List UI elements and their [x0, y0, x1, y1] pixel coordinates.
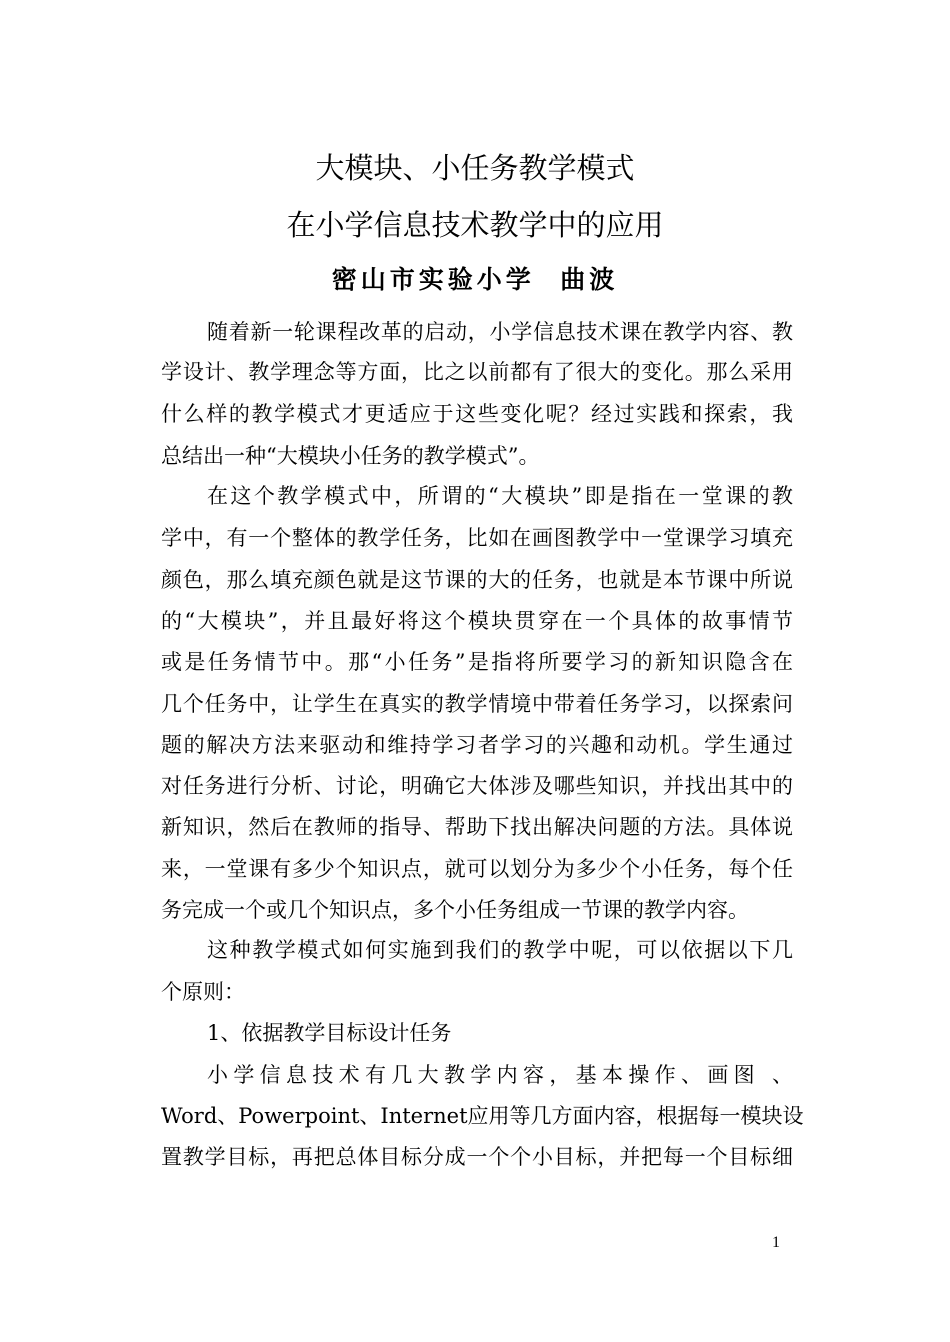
body-text-line: 来，一堂课有多少个知识点，就可以划分为多少个小任务，每个任 — [161, 857, 793, 881]
body-text-line: 几个任务中，让学生在真实的教学情境中带着任务学习，以探索问 — [161, 692, 793, 716]
body-text-line: Word、Powerpoint、Internet应用等几方面内容，根据每一模块设 — [161, 1104, 804, 1128]
body-text-line: 务完成一个或几个知识点，多个小任务组成一节课的教学内容。 — [161, 898, 749, 922]
body-text-line: 总结出一种“大模块小任务的教学模式”。 — [161, 444, 540, 468]
body-text-line: 在这个教学模式中，所谓的“大模块”即是指在一堂课的教 — [207, 484, 793, 508]
body-text-line: 新知识，然后在教师的指导、帮助下找出解决问题的方法。具体说 — [161, 815, 793, 839]
body-text-line: 题的解决方法来驱动和维持学习者学习的兴趣和动机。学生通过 — [161, 733, 793, 757]
body-text-line: 或是任务情节中。那“小任务”是指将所要学习的新知识隐含在 — [161, 650, 793, 674]
body-text-line: 的“大模块”，并且最好将这个模块贯穿在一个具体的故事情节 — [161, 609, 793, 633]
body-text-line: 学中，有一个整体的教学任务，比如在画图教学中一堂课学习填充 — [161, 526, 793, 550]
body-text-line: 置教学目标，再把总体目标分成一个个小目标，并把每一个目标细 — [161, 1145, 793, 1169]
body-text-line: 对任务进行分析、讨论，明确它大体涉及哪些知识，并找出其中的 — [161, 774, 793, 798]
body-text-line: 随着新一轮课程改革的启动，小学信息技术课在教学内容、教 — [207, 320, 793, 344]
body-text-line: 这种教学模式如何实施到我们的教学中呢，可以依据以下几 — [207, 938, 793, 962]
body-text-line: 颜色，那么填充颜色就是这节课的大的任务，也就是本节课中所说 — [161, 568, 793, 592]
document-title-line-1: 大模块、小任务教学模式 — [315, 151, 635, 185]
body-text-line: 什么样的教学模式才更适应于这些变化呢？经过实践和探索，我 — [161, 402, 793, 426]
author-line: 密山市实验小学 曲波 — [331, 265, 619, 294]
document-title-line-2: 在小学信息技术教学中的应用 — [286, 208, 664, 242]
section-heading: 1、依据教学目标设计任务 — [207, 1021, 452, 1045]
page-number: 1 — [772, 1234, 780, 1251]
body-text-line: 学设计、教学理念等方面，比之以前都有了很大的变化。那么采用 — [161, 360, 793, 384]
body-text-line: 个原则： — [161, 980, 245, 1004]
body-text-line: 小学信息技术有几大教学内容，基本操作、画图 、 — [207, 1063, 793, 1087]
